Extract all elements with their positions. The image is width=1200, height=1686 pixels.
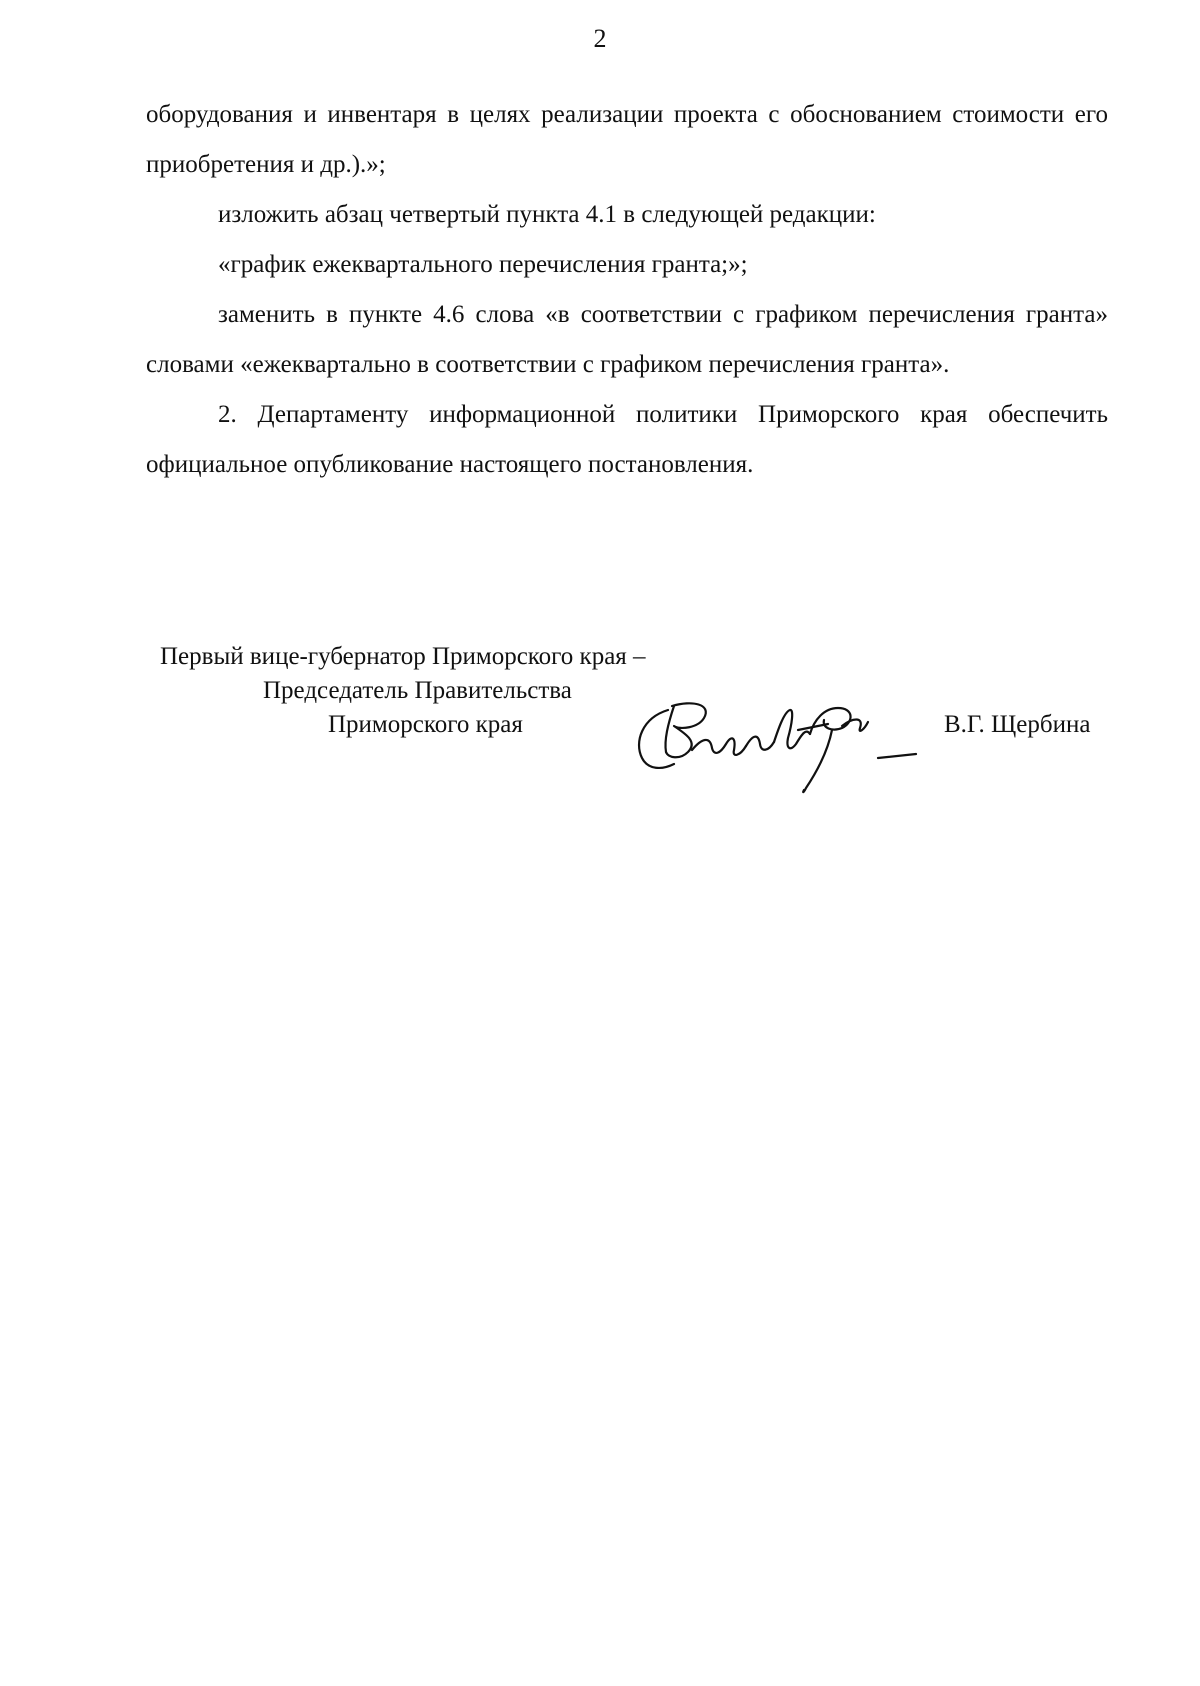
signature-stroke	[639, 710, 674, 768]
signature-stroke	[878, 754, 916, 758]
page-number: 2	[593, 24, 607, 53]
signatory-name: В.Г. Щербина	[944, 711, 1091, 738]
signature-stroke	[665, 706, 674, 752]
paragraph-item-2: 2. Департаменту информационной политики Приморского края обеспечить официальное опубликование настоящего постановления.	[146, 401, 1108, 478]
signatory-position-line-3: Приморского края	[328, 711, 523, 738]
paragraph-continuation: оборудования и инвентаря в целях реализации проекта с обоснованием стоимости его приобретения и др.).»;	[146, 101, 1108, 178]
signatory-position-line-2: Председатель Правительства	[263, 677, 572, 704]
paragraph-amend-4-1: изложить абзац четвертый пункта 4.1 в следующей редакции:	[218, 201, 876, 228]
paragraph-quote-schedule: «график ежеквартального перечисления гранта;»;	[218, 251, 748, 278]
signature-stroke	[810, 708, 851, 734]
signature-stroke	[746, 737, 774, 750]
paragraph-amend-4-6: заменить в пункте 4.6 слова «в соответствии с графиком перечисления гранта» словами «ежеквартально в соответствии с графиком перечисления гранта».	[146, 301, 1108, 378]
signature-stroke	[692, 738, 746, 755]
signatory-position-line-1: Первый вице-губернатор Приморского края –	[160, 643, 646, 670]
document-body	[146, 90, 1108, 490]
handwritten-signature	[628, 690, 928, 800]
signature-block	[0, 640, 1200, 790]
signature-stroke	[803, 730, 832, 792]
